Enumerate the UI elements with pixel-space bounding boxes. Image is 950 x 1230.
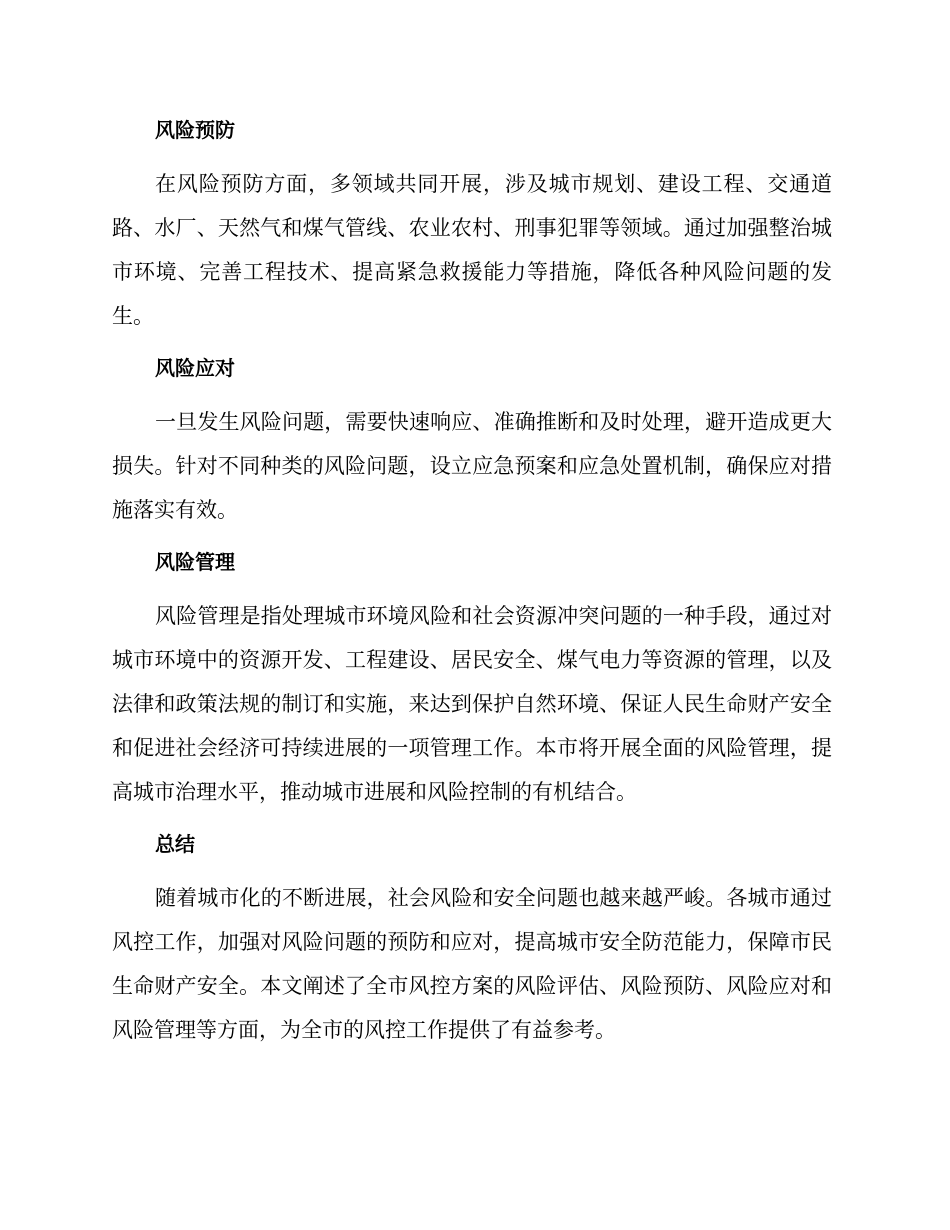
section-paragraph-risk-response: 一旦发生风险问题，需要快速响应、准确推断和及时处理，避开造成更大损失。针对不同种类的风险问题，设立应急预案和应急处置机制，确保应对措施落实有效。	[112, 410, 832, 522]
section-paragraph-risk-prevention: 在风险预防方面，多领域共同开展，涉及城市规划、建设工程、交通道路、水厂、天然气和煤气管线、农业农村、刑事犯罪等领域。通过加强整治城市环境、完善工程技术、提高紧急救援能力等措施，降低各种风险问题的发生。	[112, 172, 832, 328]
section-heading-summary: 总结	[155, 832, 195, 856]
section-paragraph-risk-management: 风险管理是指处理城市环境风险和社会资源冲突问题的一种手段，通过对城市环境中的资源开发、工程建设、居民安全、煤气电力等资源的管理，以及法律和政策法规的制订和实施，来达到保护自然环境、保证人民生命财产安全和促进社会经济可持续进展的一项管理工作。本市将开展全面的风险管理，提高城市治理水平，推动城市进展和风险控制的有机结合。	[112, 604, 832, 804]
section-paragraph-summary: 随着城市化的不断进展，社会风险和安全问题也越来越严峻。各城市通过风控工作，加强对风险问题的预防和应对，提高城市安全防范能力，保障市民生命财产安全。本文阐述了全市风控方案的风险评估、风险预防、风险应对和风险管理等方面，为全市的风控工作提供了有益参考。	[112, 886, 832, 1042]
section-heading-risk-management: 风险管理	[155, 550, 235, 574]
document-body	[112, 112, 832, 1052]
section-heading-risk-response: 风险应对	[155, 356, 235, 380]
section-heading-risk-prevention: 风险预防	[155, 118, 235, 142]
